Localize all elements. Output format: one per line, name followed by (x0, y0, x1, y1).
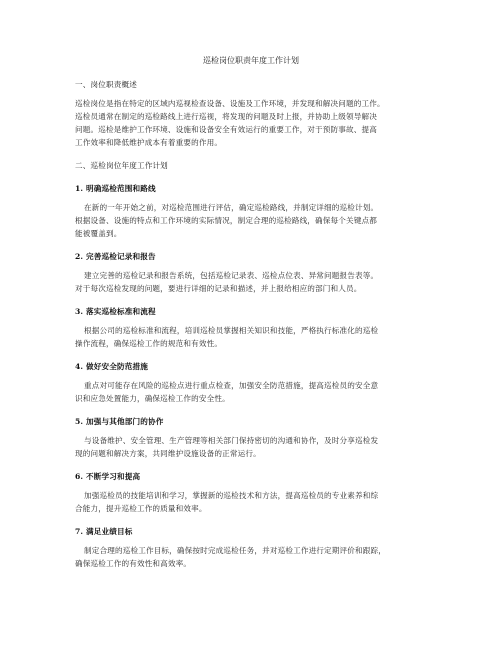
section-heading-overview: 一、岗位职责概述 (75, 80, 137, 89)
item-title: 4. 做好安全防范措施 (75, 362, 148, 371)
paragraph-line: 识和应急处置能力，确保巡检工作的安全性。 (75, 394, 230, 403)
item-title: 3. 落实巡检标准和流程 (75, 307, 156, 316)
item-title: 1. 明确巡检范围和路线 (75, 184, 156, 193)
item-title: 6. 不断学习和提高 (75, 472, 141, 481)
paragraph-line: 与设备维护、安全管理、生产管理等相关部门保持密切的沟通和协作，及时分享巡检发 (84, 436, 379, 445)
item-title: 7. 满足业绩目标 (75, 527, 133, 536)
paragraph-line: 重点对可能存在风险的巡检点进行重点检查，加强安全防范措施，提高巡检员的安全意 (84, 381, 379, 390)
paragraph-line: 巡检岗位是指在特定的区域内巡视检查设备、设施及工作环境，并发现和解决问题的工作。 (75, 99, 385, 108)
paragraph-line: 问题。巡检是维护工作环境、设施和设备安全有效运行的重要工作，对于预防事故、提高 (75, 125, 378, 134)
item-title: 2. 完善巡检记录和报告 (75, 252, 156, 261)
paragraph-line: 确保巡检工作的有效性和高效率。 (75, 559, 192, 568)
document-title: 巡检岗位职责年度工作计划 (203, 56, 299, 65)
item-title: 5. 加强与其他部门的协作 (75, 417, 164, 426)
paragraph-line: 根据公司的巡检标准和流程，培训巡检员掌握相关知识和技能，严格执行标准化的巡检 (84, 326, 379, 335)
paragraph-line: 合能力，提升巡检工作的质量和效率。 (75, 504, 207, 513)
paragraph-line: 制定合理的巡检工作目标，确保按时完成巡检任务，并对巡检工作进行定期评价和跟踪， (84, 546, 387, 555)
section-heading-annual-plan: 二、巡检岗位年度工作计划 (75, 161, 168, 170)
paragraph-line: 现的问题和解决方案，共同维护设施设备的正常运行。 (75, 449, 261, 458)
paragraph-line: 操作流程，确保巡检工作的规范和有效性。 (75, 339, 223, 348)
paragraph-line: 根据设备、设施的特点和工作环境的实际情况，制定合理的巡检路线，确保每个关键点都 (75, 216, 378, 225)
paragraph-line: 在新的一年开始之前，对巡检范围进行评估，确定巡检路线，并制定详细的巡检计划。 (84, 203, 379, 212)
paragraph-line: 对于每次巡检发现的问题，要进行详细的记录和描述，并上报给相应的部门和人员。 (75, 284, 362, 293)
paragraph-line: 工作效率和降低维护成本有着重要的作用。 (75, 138, 223, 147)
paragraph-line: 建立完善的巡检记录和报告系统，包括巡检记录表、巡检点位表、异常问题报告表等。 (84, 271, 379, 280)
paragraph-line: 巡检员通常在制定的巡检路线上进行巡视，将发现的问题及时上报，并协助上级领导解决 (75, 112, 378, 121)
paragraph-line: 加强巡检员的技能培训和学习，掌握新的巡检技术和方法，提高巡检员的专业素养和综 (84, 491, 379, 500)
paragraph-line: 能被覆盖到。 (75, 229, 122, 238)
